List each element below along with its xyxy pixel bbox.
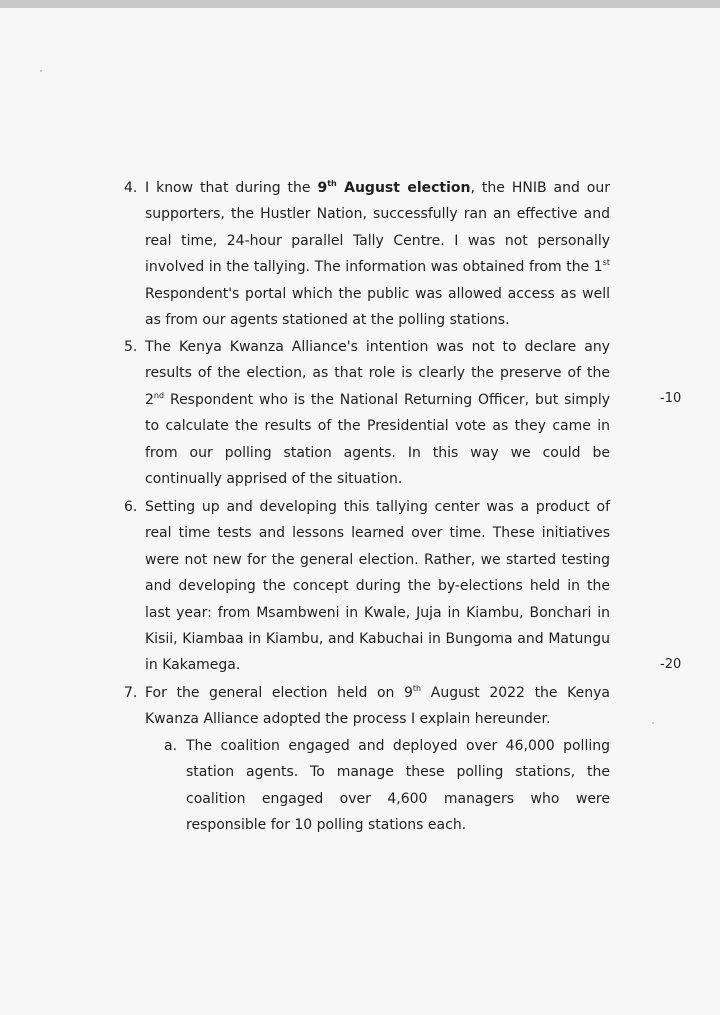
- subparagraph-text: The coalition engaged and deployed over 46,000 polling station agents. To manage these polling stations, the coalition engaged over 4,600 managers who were responsible for 10 polling stations each.: [186, 738, 610, 834]
- paragraph-text: For the general election held on 9th August 2022 the Kenya Kwanza Alliance adopted the process I explain hereunder.: [145, 684, 610, 728]
- paragraph-text: Setting up and developing this tallying center was a product of real time tests and lessons learned over time. These initiatives were not new for the general election. Rather, we started testing and developing the concept during the by-elections held in the last year: from Msambweni in Kwale, Juja in Kiambu, Bonchari in Kisii, Kiambaa in Kiambu, and Kabuchai in Bungoma and Matungu in Kakamega.: [145, 499, 610, 674]
- scan-speck: [652, 722, 654, 724]
- subparagraph-letter: a.: [164, 738, 178, 754]
- top-bar: [0, 0, 720, 8]
- paragraph-4: [124, 175, 610, 333]
- paragraph-7: [124, 680, 610, 733]
- paragraph-text: I know that during the 9th August election, the HNIB and our supporters, the Hustler Nation, successfully ran an effective and real time, 24-hour parallel Tally Centre. I was not personally involved in the tallying. The information was obtained from the 1st Respondent's portal which the public was allowed access as well as from our agents stationed at the polling stations.: [145, 179, 610, 329]
- line-number-20: -20: [660, 657, 682, 672]
- paragraph-number: 5.: [124, 339, 138, 355]
- paragraph-text: The Kenya Kwanza Alliance's intention was not to declare any results of the election, as that role is clearly the preserve of the 2nd Respondent who is the National Returning Officer, but simply to calculate the results of the Presidential vote as they came in from our polling station agents. In this way we could be continually apprised of the situation.: [145, 339, 610, 488]
- line-number-10: -10: [660, 391, 682, 406]
- paragraph-number: 4.: [124, 180, 138, 196]
- bold-date: 9th August election: [317, 179, 471, 196]
- paragraph-number: 7.: [124, 685, 138, 701]
- scan-speck: [40, 70, 42, 72]
- paragraph-number: 6.: [124, 499, 138, 515]
- paragraph-6: [124, 494, 610, 679]
- subparagraph-a: [164, 733, 610, 839]
- paragraph-5: [124, 334, 610, 492]
